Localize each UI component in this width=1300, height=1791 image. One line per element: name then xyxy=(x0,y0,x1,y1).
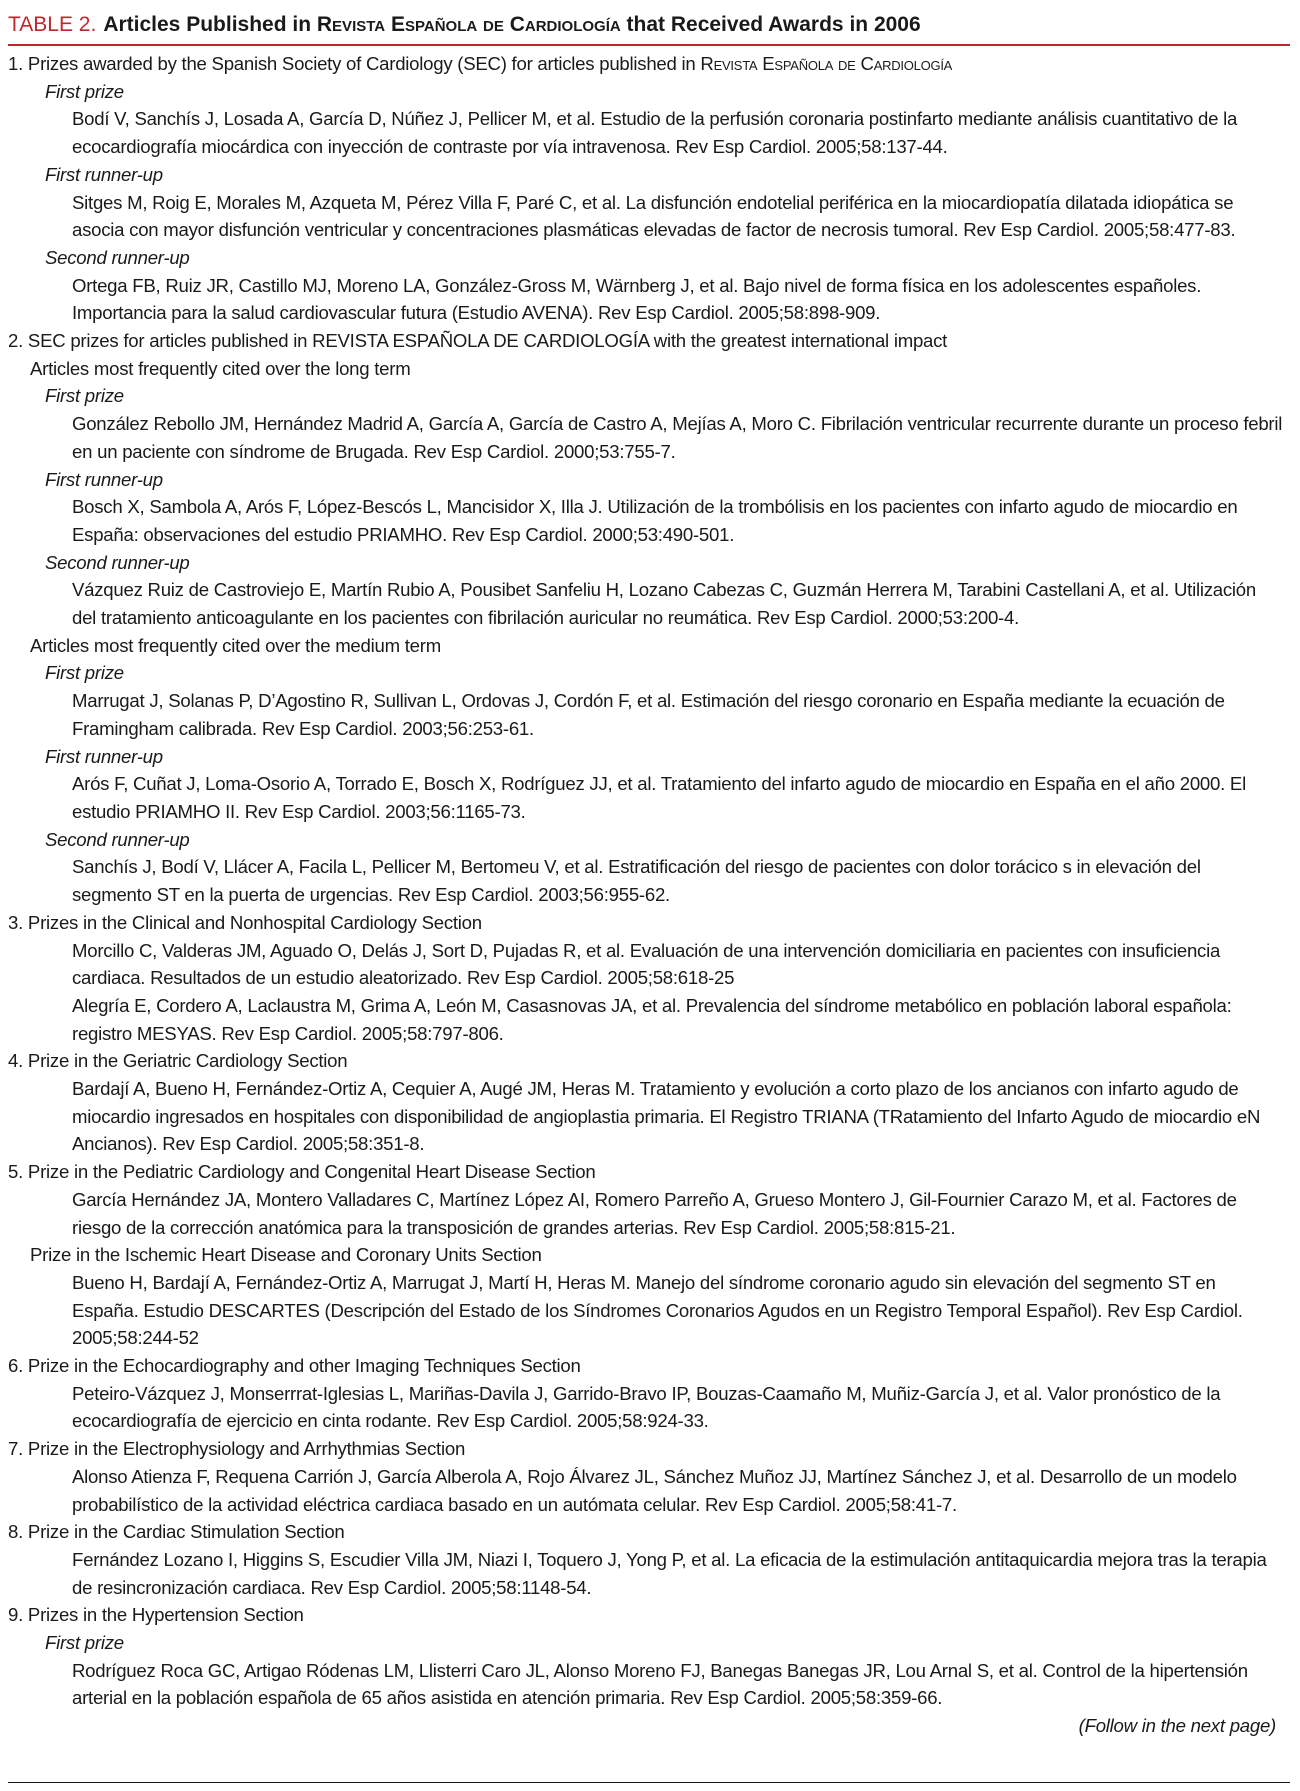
reference: Bueno H, Bardají A, Fernández-Ortiz A, Marrugat J, Martí H, Heras M. Manejo del síndrome coronario agudo sin elevación del segmento ST en España. Estudio DESCARTES (Descripción del Estado de los Síndromes Coronarios Agudos en un Registro Temporal Español). Rev Esp Cardiol. 2005;58:244-52 xyxy=(72,1271,1243,1349)
caption-text-before: Articles Published in xyxy=(103,13,317,36)
caption-text-after: that Received Awards in 2006 xyxy=(620,13,921,36)
subsection-heading: Articles most frequently cited over the long term xyxy=(30,357,411,379)
section-heading: 8. Prize in the Cardiac Stimulation Section xyxy=(8,1521,345,1543)
subsection-heading: Prize in the Ischemic Heart Disease and Coronary Units Section xyxy=(30,1244,542,1266)
prize-label: First prize xyxy=(45,662,124,684)
table-page xyxy=(8,0,1290,1740)
prize-label: First runner-up xyxy=(45,745,163,767)
reference: Ortega FB, Ruiz JR, Castillo MJ, Moreno LA, González-Gross M, Wärnberg J, et al. Bajo nivel de forma física en los adolescentes españoles. Importancia para la salud cardiovascular futura (Estudio AVENA). Rev Esp Cardiol. 2005;58:898-909. xyxy=(72,274,1202,324)
section-heading: 3. Prizes in the Clinical and Nonhospital Cardiology Section xyxy=(8,911,482,933)
reference: Sanchís J, Bodí V, Llácer A, Facila L, Pellicer M, Bertomeu V, et al. Estratificación del riesgo de pacientes con dolor torácico s in elevación del segmento ST en la puerta de urgencias. Rev Esp Cardiol. 2003;56:955-62. xyxy=(72,856,1201,906)
section-heading: 7. Prize in the Electrophysiology and Arrhythmias Section xyxy=(8,1438,466,1460)
bottom-rule xyxy=(8,1782,1290,1783)
reference: Arós F, Cuñat J, Loma-Osorio A, Torrado E, Bosch X, Rodríguez JJ, et al. Tratamiento del infarto agudo de miocardio en España en el año 2000. El estudio PRIAMHO II. Rev Esp Cardiol. 2003;56:1165-73. xyxy=(72,773,1246,822)
prize-label: First runner-up xyxy=(45,163,163,185)
prize-label: Second runner-up xyxy=(45,551,190,573)
section-heading: 2. SEC prizes for articles published in REVISTA ESPAÑOLA DE CARDIOLOGÍA with the greatest international impact xyxy=(8,330,948,352)
reference: Bodí V, Sanchís J, Losada A, García D, Núñez J, Pellicer M, et al. Estudio de la perfusión coronaria postinfarto mediante análisis cuantitativo de la ecocardiografía miocárdica con inyección de contraste por vía intravenosa. Rev Esp Cardiol. 2005;58:137-44. xyxy=(72,108,1238,158)
reference: Alegría E, Cordero A, Laclaustra M, Grima A, León M, Casasnovas JA, et al. Prevalencia del síndrome metabólico en población laboral española: registro MESYAS. Rev Esp Cardiol. 2005;58:797-806. xyxy=(72,994,1232,1044)
prize-label: First prize xyxy=(45,1632,124,1654)
section-heading: 4. Prize in the Geriatric Cardiology Section xyxy=(8,1050,348,1072)
reference: González Rebollo JM, Hernández Madrid A, García A, García de Castro A, Mejías A, Moro C. Fibrilación ventricular recurrente durante un proceso febril en un paciente con síndrome de Brugada. Rev Esp Cardiol. 2000;53:755-7. xyxy=(72,413,1283,462)
table-title xyxy=(8,0,1290,46)
reference: Fernández Lozano I, Higgins S, Escudier Villa JM, Niazi I, Toquero J, Yong P, et al. La eficacia de la estimulación antitaquicardia mejora tras la terapia de resincronización cardiaca. Rev Esp Cardiol. 2005;58:1148-54. xyxy=(72,1548,1267,1598)
reference: Rodríguez Roca GC, Artigao Ródenas LM, Llisterri Caro JL, Alonso Moreno FJ, Banegas Banegas JR, Lou Arnal S, et al. Control de la hipertensión arterial en la población española de 65 años asistida en atención primaria. Rev Esp Cardiol. 2005;58:359-66. xyxy=(72,1659,1248,1709)
reference: García Hernández JA, Montero Valladares C, Martínez López AI, Romero Parreño A, Grueso Montero J, Gil-Fournier Carazo M, et al. Factores de riesgo de la corrección anatómica para la transposición de grandes arterias. Rev Esp Cardiol. 2005;58:815-21. xyxy=(72,1188,1237,1238)
subsection-heading: Articles most frequently cited over the medium term xyxy=(30,634,441,656)
prize-label: First prize xyxy=(45,385,124,407)
prize-label: Second runner-up xyxy=(45,828,190,850)
reference: Sitges M, Roig E, Morales M, Azqueta M, Pérez Villa F, Paré C, et al. La disfunción endotelial periférica en la miocardiopatía dilatada idiopática se asocia con mayor disfunción ventricular y concentraciones plasmáticas elevadas de factor de necrosis tumoral. Rev Esp Cardiol. 2005;58:477-83. xyxy=(72,191,1236,241)
table-body xyxy=(8,46,1290,1740)
section-heading: 6. Prize in the Echocardiography and other Imaging Techniques Section xyxy=(8,1355,581,1377)
reference: Marrugat J, Solanas P, D’Agostino R, Sullivan L, Ordovas J, Cordón F, et al. Estimación del riesgo coronario en España mediante la ecuación de Framingham calibrada. Rev Esp Cardiol. 2003;56:253-61. xyxy=(72,690,1225,739)
continuation-note: (Follow in the next page) xyxy=(1078,1715,1276,1737)
section-heading: 5. Prize in the Pediatric Cardiology and Congenital Heart Disease Section xyxy=(8,1161,596,1183)
journal-name: Revista Española de Cardiología xyxy=(316,13,621,36)
section-heading-text: 1. Prizes awarded by the Spanish Society of Cardiology (SEC) for articles published in xyxy=(8,53,701,74)
section-heading xyxy=(8,50,1290,78)
reference: Vázquez Ruiz de Castroviejo E, Martín Rubio A, Pousibet Sanfeliu H, Lozano Cabezas C, Guzmán Herrera M, Tarabini Castellani A, et al. Utilización del tratamiento anticoagulante en los pacientes con fibrilación auricular no reumática. Rev Esp Cardiol. 2000;53:200-4. xyxy=(72,579,1256,629)
reference: Alonso Atienza F, Requena Carrión J, García Alberola A, Rojo Álvarez JL, Sánchez Muñoz JJ, Martínez Sánchez J, et al. Desarrollo de un modelo probabilístico de la actividad eléctrica cardiaca basado en un autómata celular. Rev Esp Cardiol. 2005;58:41-7. xyxy=(72,1465,1237,1515)
reference: Morcillo C, Valderas JM, Aguado O, Delás J, Sort D, Pujadas R, et al. Evaluación de una intervención domiciliaria en pacientes con insuficiencia cardiaca. Resultados de un estudio aleatorizado. Rev Esp Cardiol. 2005;58:618-25 xyxy=(72,939,1221,989)
section-heading: 9. Prizes in the Hypertension Section xyxy=(8,1604,304,1626)
reference: Bardají A, Bueno H, Fernández-Ortiz A, Cequier A, Augé JM, Heras M. Tratamiento y evolución a corto plazo de los ancianos con infarto agudo de miocardio ingresados en hospitales con disponibilidad de angioplastia primaria. El Registro TRIANA (TRatamiento del Infarto Agudo de miocardio eN Ancianos). Rev Esp Cardiol. 2005;58:351-8. xyxy=(72,1078,1261,1155)
reference: Peteiro-Vázquez J, Monserrrat-Iglesias L, Mariñas-Davila J, Garrido-Bravo IP, Bouzas-Caamaño M, Muñiz-García J, et al. Valor pronóstico de la ecocardiografía de ejercicio en cinta rodante. Rev Esp Cardiol. 2005;58:924-33. xyxy=(72,1382,1221,1432)
prize-label: First prize xyxy=(45,80,124,102)
table-caption xyxy=(103,13,920,37)
prize-label: First runner-up xyxy=(45,468,163,490)
journal-name: Revista Española de Cardiología xyxy=(700,53,953,74)
reference: Bosch X, Sambola A, Arós F, López-Bescós L, Mancisidor X, Illa J. Utilización de la trombólisis en los pacientes con infarto agudo de miocardio en España: observaciones del estudio PRIAMHO. Rev Esp Cardiol. 2000;53:490-501. xyxy=(72,496,1238,545)
table-number: TABLE 2. xyxy=(8,13,97,36)
prize-label: Second runner-up xyxy=(45,246,190,268)
